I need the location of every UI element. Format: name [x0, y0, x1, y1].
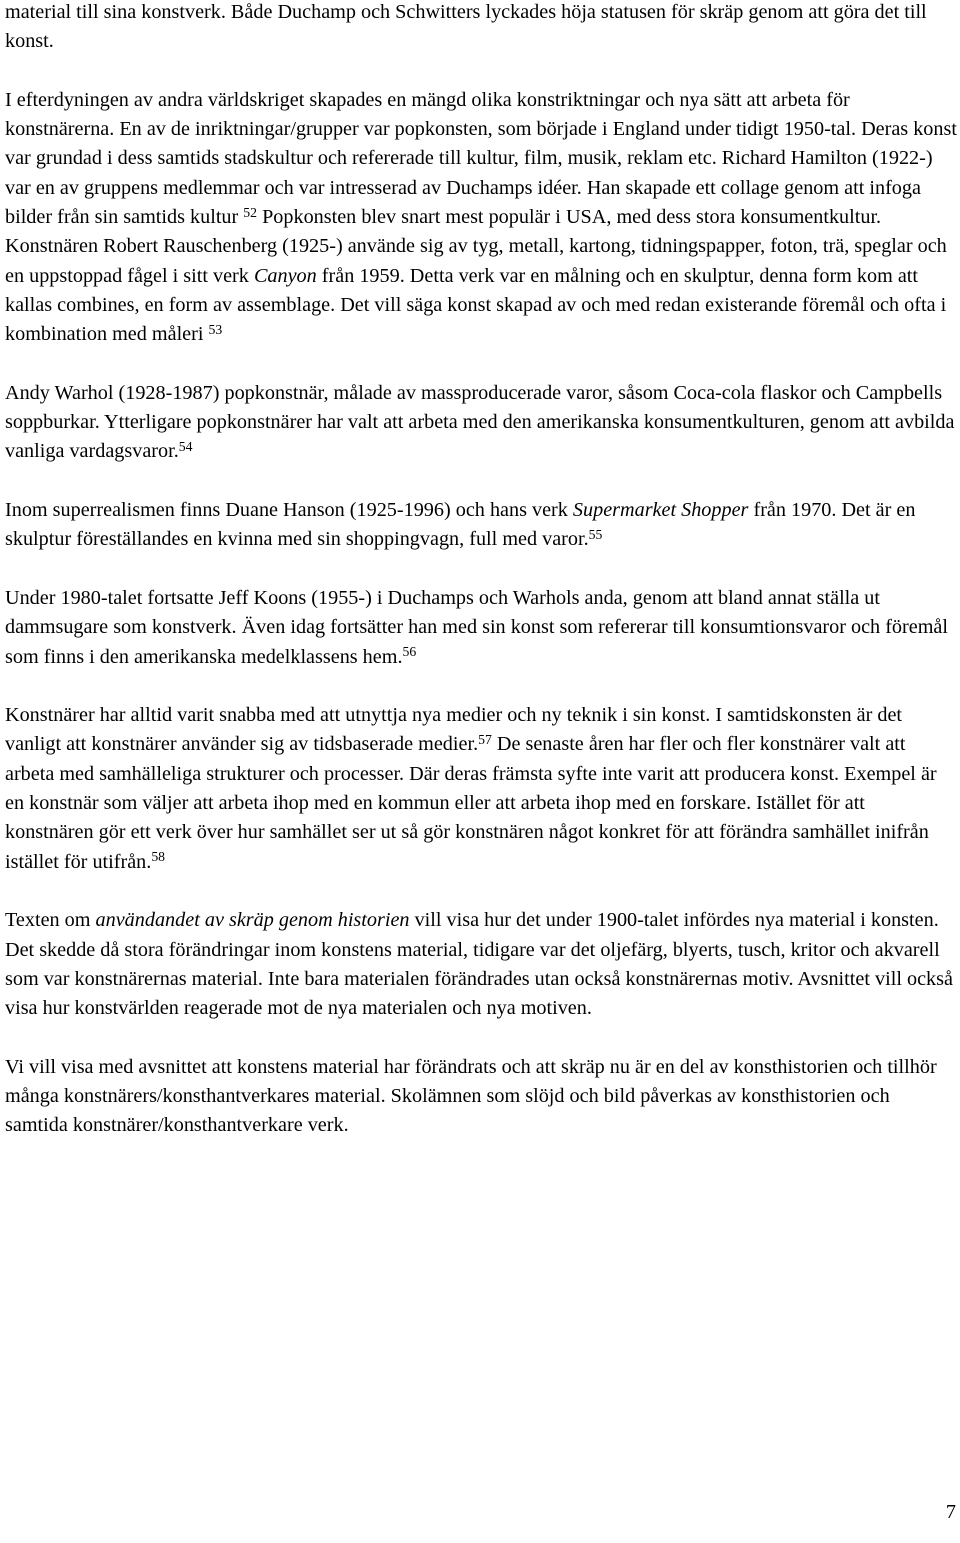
footnote-reference[interactable]: 58: [151, 849, 166, 865]
paragraph: [5, 906, 957, 1023]
paragraph: [5, 0, 957, 57]
text-run: Andy Warhol (1928-1987) popkonstnär, målade av massproducerade varor, såsom Coca-cola flaskor och Campbells soppburkar. Ytterligare popkonstnärer har valt att arbeta med den amerikanska konsumentkulturen, genom att avbilda vanliga vardagsvaror.: [5, 381, 955, 463]
text-run: vill visa hur det under 1900-talet infördes nya material i konsten. Det skedde då stora förändringar inom konstens material, tidigare var det oljefärg, blyerts, tusch, kritor och akvarell som var konstnärernas material. Inte bara materialen förändrades utan också konstnärernas motiv. Avsnittet vill också visa hur konstvärlden reagerade mot de nya materialen och nya motiven.: [5, 909, 953, 1020]
footnote-reference[interactable]: 57: [478, 732, 492, 748]
text-run: material till sina konstverk. Både Duchamp och Schwitters lyckades höja statusen för skräp genom att göra det till konst.: [5, 1, 927, 53]
footnote-reference[interactable]: 56: [402, 644, 417, 660]
italic-title: användandet av skräp genom historien: [95, 909, 410, 932]
text-run: Vi vill visa med avsnittet att konstens material har förändrats och att skräp nu är en del av konsthistorien och tillhör många konstnärers/konsthantverkares material. Skolämnen som slöjd och bild påverkas av konsthistorien och samtida konstnärer/konsthantverkare verk.: [5, 1055, 937, 1137]
text-run: Konstnärer har alltid varit snabba med att utnyttja nya medier och ny teknik i sin konst. I samtidskonsten är det vanligt att konstnärer använder sig av tidsbaserade medier.: [5, 704, 903, 756]
text-run: Under 1980-talet fortsatte Jeff Koons (1955-) i Duchamps och Warhols anda, genom att bland annat ställa ut dammsugare som konstverk. Även idag fortsätter han med sin konst som refererar till konsumtionsvaror och föremål som finns i den amerikanska medelklassens hem.: [5, 586, 948, 668]
text-run: från 1970. Det är en skulptur föreställandes en kvinna med sin shoppingvagn, full med varor.: [5, 499, 916, 551]
footnote-reference[interactable]: 54: [178, 439, 193, 455]
paragraph: [5, 496, 957, 555]
text-run: Texten om: [5, 909, 96, 932]
paragraph: [5, 1053, 957, 1141]
footnote-reference[interactable]: 52: [243, 204, 258, 220]
page-number: 7: [945, 1501, 956, 1523]
text-run: I efterdyningen av andra världskriget skapades en mängd olika konstriktningar och nya sätt att arbeta för konstnärerna. En av de inriktningar/grupper var popkonsten, som började i England under tidigt 1950-tal. Deras konst var grundad i dess samtids stadskultur och refererade till kultur, film, musik, reklam etc. Richard Hamilton (1922-) var en av gruppens medlemmar och var intresserad av Duchamps idéer. Han skapade ett collage genom att infoga bilder från sin samtids kultur: [5, 88, 957, 229]
footnote-reference[interactable]: 55: [588, 527, 603, 543]
italic-title: Canyon: [253, 264, 317, 287]
text-run: De senaste åren har fler och fler konstnärer valt att arbeta med samhälleliga strukturer och processer. Där deras främsta syfte inte varit att producera konst. Exempel är en konstnär som väljer att arbeta ihop med en kommun eller att arbeta ihop med en forskare. Istället för att konstnären gör ett verk över hur samhället ser ut så gör konstnären något konkret för att förändra samhället inifrån istället för utifrån.: [5, 733, 937, 873]
paragraph: [5, 701, 957, 877]
document-body: [5, 0, 957, 1170]
paragraph: [5, 86, 957, 350]
text-run: Popkonsten blev snart mest populär i USA, med dess stora konsumentkultur. Konstnären Robert Rauschenberg (1925-) använde sig av tyg, metall, kartong, tidningspapper, foton, trä, speglar och en uppstoppad fågel i sitt verk: [5, 206, 947, 287]
paragraph: [5, 379, 957, 467]
paragraph: [5, 584, 957, 672]
text-run: Inom superrealismen finns Duane Hanson (1925-1996) och hans verk: [5, 499, 573, 522]
text-run: från 1959. Detta verk var en målning och en skulptur, denna form kom att kallas combines, en form av assemblage. Det vill säga konst skapad av och med redan existerande föremål och ofta i kombination med måleri: [5, 264, 947, 346]
footnote-reference[interactable]: 53: [208, 322, 223, 338]
italic-title: Supermarket Shopper: [572, 499, 749, 522]
